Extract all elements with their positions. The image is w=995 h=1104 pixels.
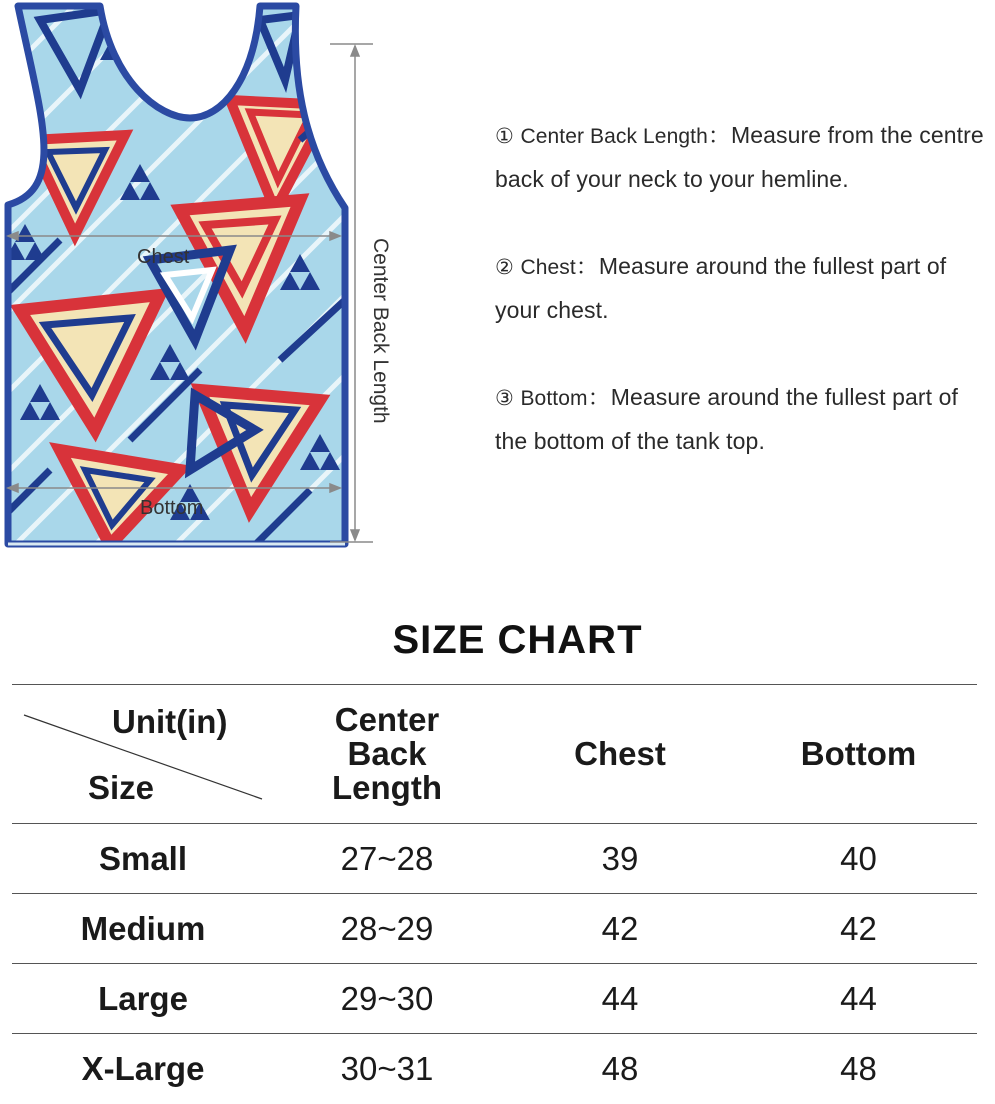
- instruction-center-back-length: [495, 114, 995, 201]
- unit-label: Unit(in): [112, 703, 228, 740]
- size-cell: Medium: [80, 909, 206, 947]
- size-chart-title: SIZE CHART: [392, 618, 643, 662]
- bottom-cell: 42: [840, 909, 877, 947]
- chest-cell: 39: [601, 839, 639, 877]
- chest-label: Chest: [137, 246, 190, 268]
- instruction-term: Bottom: [520, 387, 588, 410]
- bottom-cell: 40: [840, 839, 877, 877]
- unit-size-header: [12, 685, 274, 824]
- instruction-text: Measure from the centre back of your neck to your hemline.: [495, 122, 984, 192]
- chest-cell: 48: [601, 1049, 639, 1087]
- tank-top-diagram: [0, 0, 400, 560]
- table-row: [12, 824, 977, 894]
- center-back-length-cell: 28~29: [340, 909, 434, 947]
- chest-cell: 42: [601, 909, 639, 947]
- instruction-text: Measure around the fullest part of your chest.: [495, 253, 947, 323]
- center-back-length-cell: 29~30: [340, 979, 434, 1017]
- column-header-chest: Chest: [574, 735, 666, 772]
- size-chart-table: [12, 684, 977, 1104]
- bottom-cell: 44: [840, 979, 877, 1017]
- bottom-cell: 48: [840, 1049, 877, 1087]
- table-row: [12, 964, 977, 1034]
- center-back-length-cell: 27~28: [340, 839, 434, 877]
- chest-cell: 44: [601, 979, 639, 1017]
- instruction-term: Center Back Length: [520, 125, 708, 148]
- instruction-marker: ②: [495, 256, 514, 279]
- column-header-center-back-length: Center Back Length: [332, 701, 442, 806]
- instruction-separator: ：: [575, 253, 599, 279]
- table-row: [12, 894, 977, 964]
- instruction-separator: ：: [707, 122, 731, 148]
- instruction-separator: ：: [587, 384, 611, 410]
- tank-top-image: [0, 0, 400, 560]
- size-label: Size: [88, 769, 155, 806]
- table-row: [12, 1034, 977, 1104]
- table-header-row: [12, 685, 977, 824]
- instruction-term: Chest: [520, 256, 576, 279]
- instruction-chest: [495, 245, 995, 332]
- size-cell: X-Large: [81, 1049, 205, 1087]
- instruction-bottom: [495, 376, 995, 463]
- instruction-marker: ③: [495, 387, 514, 410]
- instruction-text: Measure around the fullest part of the bottom of the tank top.: [495, 384, 959, 454]
- measurement-instructions: [495, 114, 995, 507]
- size-cell: Small: [98, 839, 188, 877]
- column-header-bottom: Bottom: [800, 735, 917, 772]
- instruction-marker: ①: [495, 125, 514, 148]
- center-back-length-cell: 30~31: [340, 1049, 434, 1087]
- bottom-label: Bottom: [140, 497, 204, 519]
- size-cell: Large: [98, 979, 188, 1017]
- center-back-length-label: Center Back Length: [369, 238, 392, 424]
